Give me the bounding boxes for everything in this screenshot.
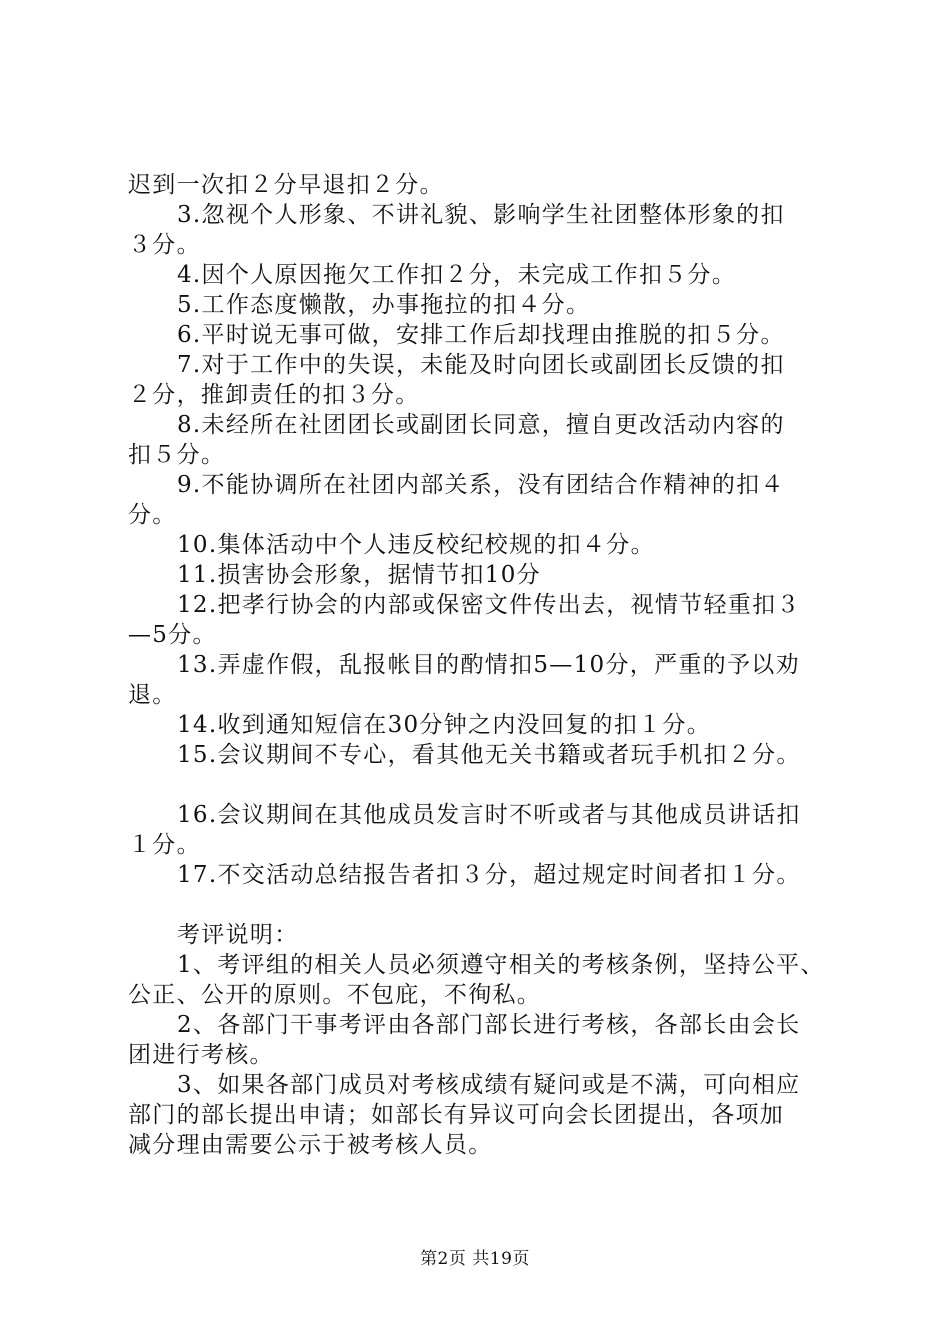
rule-item-14: 14.收到通知短信在30分钟之内没回复的扣１分。	[177, 712, 712, 738]
rule-item-10: 10.集体活动中个人违反校纪校规的扣４分。	[177, 532, 655, 558]
text-line: 团进行考核。	[128, 1042, 274, 1068]
note-item-2: 2、各部门干事考评由各部门部长进行考核，各部长由会长	[177, 1012, 801, 1038]
section-heading: 考评说明：	[177, 922, 299, 948]
note-item-3: 3、如果各部门成员对考核成绩有疑问或是不满，可向相应	[177, 1072, 801, 1098]
page-footer: 第2页 共19页	[420, 1249, 530, 1269]
text-line: １分。	[128, 832, 201, 858]
rule-item-16: 16.会议期间在其他成员发言时不听或者与其他成员讲话扣	[177, 802, 801, 828]
text-line: 扣５分。	[128, 442, 226, 468]
blank-line	[128, 890, 840, 920]
text-line: ３分。	[128, 232, 201, 258]
note-item-1: 1、考评组的相关人员必须遵守相关的考核条例，坚持公平、	[177, 952, 825, 978]
text-line: 减分理由需要公示于被考核人员。	[128, 1132, 493, 1158]
document-body	[128, 170, 840, 1160]
text-line: ２分，推卸责任的扣３分。	[128, 382, 420, 408]
text-line: 迟到一次扣２分早退扣２分。	[128, 172, 444, 198]
text-line: —5分。	[128, 622, 217, 648]
rule-item-4: 4.因个人原因拖欠工作扣２分，未完成工作扣５分。	[177, 262, 737, 288]
rule-item-11: 11.损害协会形象，据情节扣10分	[177, 562, 541, 588]
rule-item-3: 3.忽视个人形象、不讲礼貌、影响学生社团整体形象的扣	[177, 202, 785, 228]
rule-item-7: 7.对于工作中的失误，未能及时向团长或副团长反馈的扣	[177, 352, 785, 378]
text-line: 分。	[128, 502, 177, 528]
rule-item-17: 17.不交活动总结报告者扣３分，超过规定时间者扣１分。	[177, 862, 801, 888]
rule-item-6: 6.平时说无事可做，安排工作后却找理由推脱的扣５分。	[177, 322, 785, 348]
rule-item-9: 9.不能协调所在社团内部关系，没有团结合作精神的扣４	[177, 472, 785, 498]
blank-line	[128, 770, 840, 800]
rule-item-5: 5.工作态度懒散，办事拖拉的扣４分。	[177, 292, 591, 318]
rule-item-8: 8.未经所在社团团长或副团长同意，擅自更改活动内容的	[177, 412, 785, 438]
text-line: 公正、公开的原则。不包庇，不徇私。	[128, 982, 542, 1008]
text-line: 部门的部长提出申请；如部长有异议可向会长团提出，各项加	[128, 1102, 785, 1128]
text-line: 退。	[128, 682, 177, 708]
rule-item-12: 12.把孝行协会的内部或保密文件传出去，视情节轻重扣３	[177, 592, 801, 618]
rule-item-13: 13.弄虚作假，乱报帐目的酌情扣5—10分，严重的予以劝	[177, 652, 800, 678]
rule-item-15: 15.会议期间不专心，看其他无关书籍或者玩手机扣２分。	[177, 742, 801, 768]
